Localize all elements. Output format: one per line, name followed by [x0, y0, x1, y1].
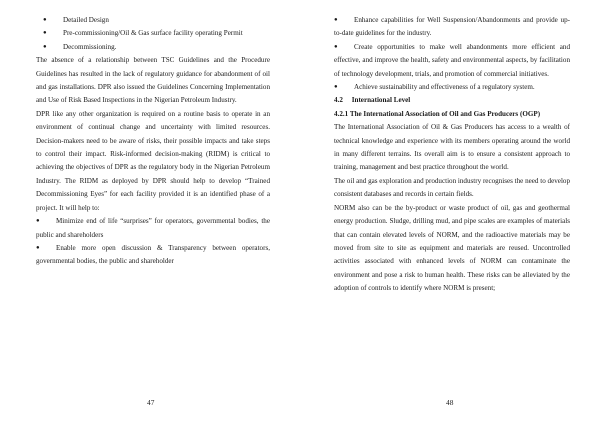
- bullet-item: ● Minimize end of life “surprises” for operators, governmental bodies, the public and shareholders: [36, 217, 270, 239]
- bullet-icon: ●: [43, 30, 47, 37]
- bullet-icon: ●: [43, 43, 47, 50]
- paragraph: NORM also can be the by-product or waste product of oil, gas and geothermal energy production. Sludge, drilling mud, and pipe scales are examples of materials that can contain elevated levels of NORM, and the radioactive materials may be moved from site to site as equipment and materials are reused. Uncontrolled activities associated with enhanced levels of NORM can contaminate the environment and pose a risk to human health. These risks can be alleviated by the adoption of controls to identify where NORM is present;: [334, 203, 570, 293]
- bullet-item: ● Achieve sustainability and effectiveness of a regulatory system.: [334, 81, 570, 94]
- bullet-icon: ●: [43, 17, 47, 23]
- paragraph: The International Association of Oil & Gas Producers has access to a wealth of technical knowledge and experience with its members operating around the world in many different terrains. Its overall aim is to ensure a consistent approach to training, management and best practice throughout the world.: [334, 123, 570, 172]
- paragraph: The oil and gas exploration and production industry recognises the need to develop consistent databases and records in certain fields.: [334, 176, 571, 199]
- bullet-icon: ●: [36, 218, 40, 225]
- bullet-icon: ●: [334, 17, 338, 23]
- bullet-icon: ●: [334, 84, 338, 91]
- section-heading: 4.2 International Level: [334, 96, 411, 105]
- paragraph: DPR like any other organization is required on a routine basis to operate in an environment of continual change and uncertainty with limited resources. Decision-makers need to be aware of risks, their possible impacts and take steps to control their impact. Risk-informed decision-making (RIDM) is critical to achieving the objectives of DPR as the regulatory body in the Nigerian Petroleum Industry. The RIDM as deployed by DPR should help to develop “Trained Decommissioning Eyes” for each facility provided it is an identified phase of a project. It will help to:: [36, 109, 270, 212]
- bullet-item: ● Detailed Design: [36, 14, 270, 27]
- right-page: [300, 0, 600, 424]
- bullet-icon: ●: [36, 244, 40, 251]
- page-number: 47: [147, 398, 155, 407]
- bullet-item: ● Pre-commissioning/Oil & Gas surface facility operating Permit: [36, 27, 270, 40]
- bullet-item: ● Create opportunities to make well abandonments more efficient and effective, and improve the health, safety and environmental aspects, by facilitation of technology development, trials, and promotion of commercial initiatives.: [334, 42, 570, 78]
- bullet-item: ● Enable more open discussion & Transparency between operators, governmental bodies, the public and shareholder: [36, 243, 270, 266]
- bullet-item: ● Decommissioning.: [36, 41, 270, 54]
- paragraph: The absence of a relationship between TSC Guidelines and the Procedure Guidelines has resulted in the lack of regulatory guidance for abandonment of oil and gas installations. DPR also issued the Guidelines Concerning Implementation and Use of Risk Based Inspections in the Nigerian Petroleum Industry.: [36, 56, 270, 105]
- bullet-item: ● Enhance capabilities for Well Suspension/Abandonments and provide up-to-date guidelines for the industry.: [334, 16, 570, 38]
- bullet-icon: ●: [334, 43, 338, 50]
- subsection-heading: 4.2.1 The International Association of Oil and Gas Producers (OGP): [334, 109, 541, 118]
- page-number: 48: [446, 398, 454, 407]
